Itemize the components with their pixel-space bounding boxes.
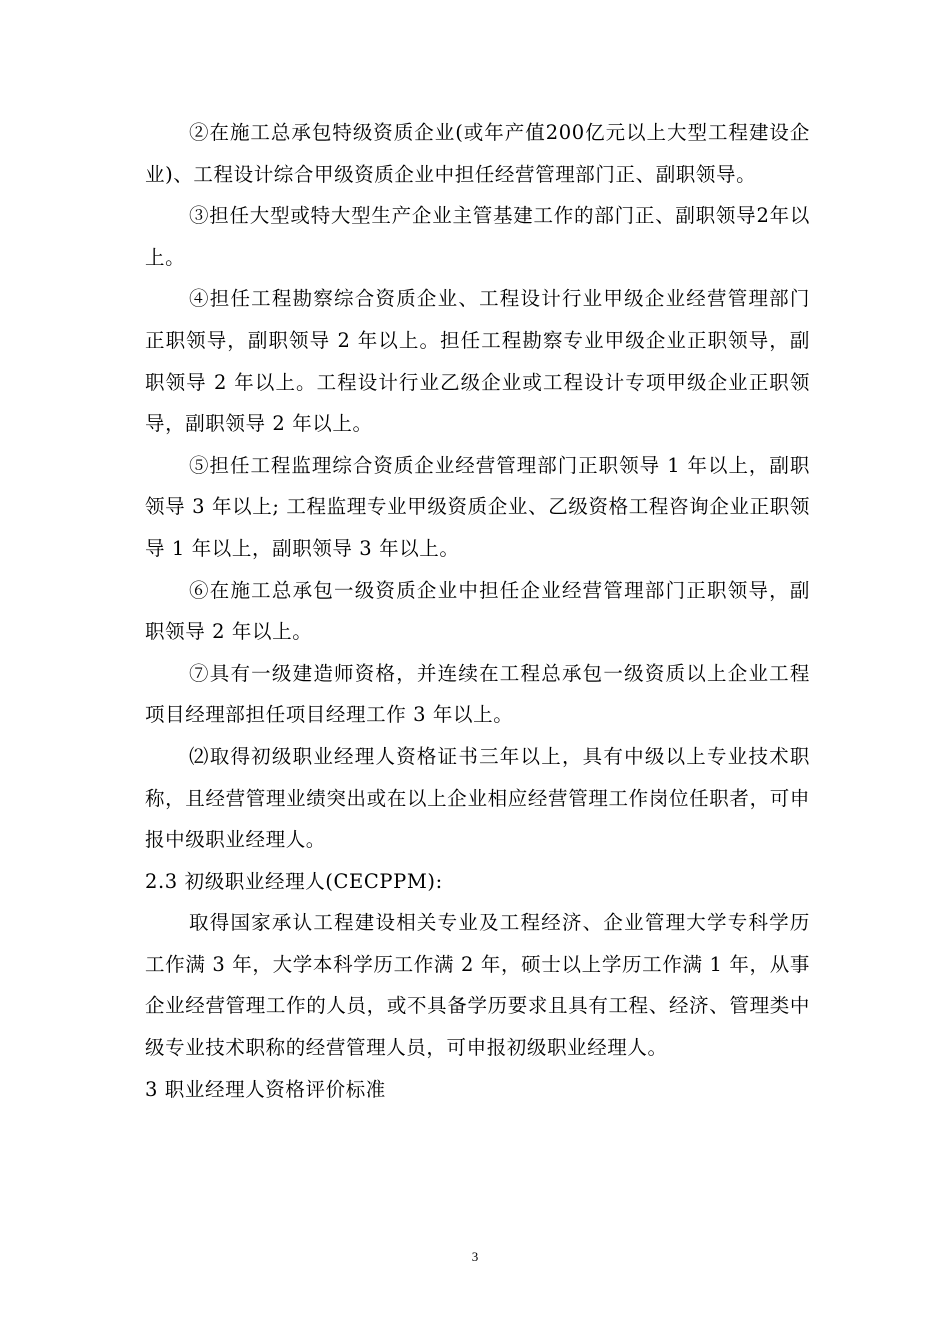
paragraph-item-6: ⑥在施工总承包一级资质企业中担任企业经营管理部门正职领导，副职领导 2 年以上。 <box>145 578 810 644</box>
paragraph-item-7: ⑦具有一级建造师资格，并连续在工程总承包一级资质以上企业工程项目经理部担任项目经理工作 3 年以上。 <box>145 661 810 727</box>
page-number: 3 <box>471 1249 479 1264</box>
paragraph-item-3: ③担任大型或特大型生产企业主管基建工作的部门正、副职领导2年以上。 <box>145 204 810 269</box>
paragraph-item-5: ⑤担任工程监理综合资质企业经营管理部门正职领导 1 年以上，副职领导 3 年以上; 工程监理专业甲级资质企业、乙级资格工程咨询企业正职领导 1 年以上，副职领导 3 年以上。 <box>145 453 810 560</box>
section-3-heading: 3 职业经理人资格评价标准 <box>145 1077 386 1101</box>
paragraph-item-2: ②在施工总承包特级资质企业(或年产值200亿元以上大型工程建设企业)、工程设计综合甲级资质企业中担任经营管理部门正、副职领导。 <box>145 121 810 186</box>
paragraph-intermediate-eligibility: ⑵取得初级职业经理人资格证书三年以上，具有中级以上专业技术职称，且经营管理业绩突出或在以上企业相应经营管理工作岗位任职者，可申报中级职业经理人。 <box>145 744 810 852</box>
page-body <box>145 112 810 1110</box>
paragraph-item-4: ④担任工程勘察综合资质企业、工程设计行业甲级企业经营管理部门正职领导，副职领导 2 年以上。担任工程勘察专业甲级企业正职领导，副职领导 2 年以上。工程设计行业乙级企业或工程设计专项甲级企业正职领导，副职领导 2 年以上。 <box>145 287 810 436</box>
section-2-3-heading: 2.3 初级职业经理人(CECPPM): <box>145 869 443 893</box>
section-2-3-body: 取得国家承认工程建设相关专业及工程经济、企业管理大学专科学历工作满 3 年，大学本科学历工作满 2 年，硕士以上学历工作满 1 年，从事企业经营管理工作的人员，或不具备学历要求且具有工程、经济、管理类中级专业技术职称的经营管理人员，可申报初级职业经理人。 <box>145 911 810 1060</box>
